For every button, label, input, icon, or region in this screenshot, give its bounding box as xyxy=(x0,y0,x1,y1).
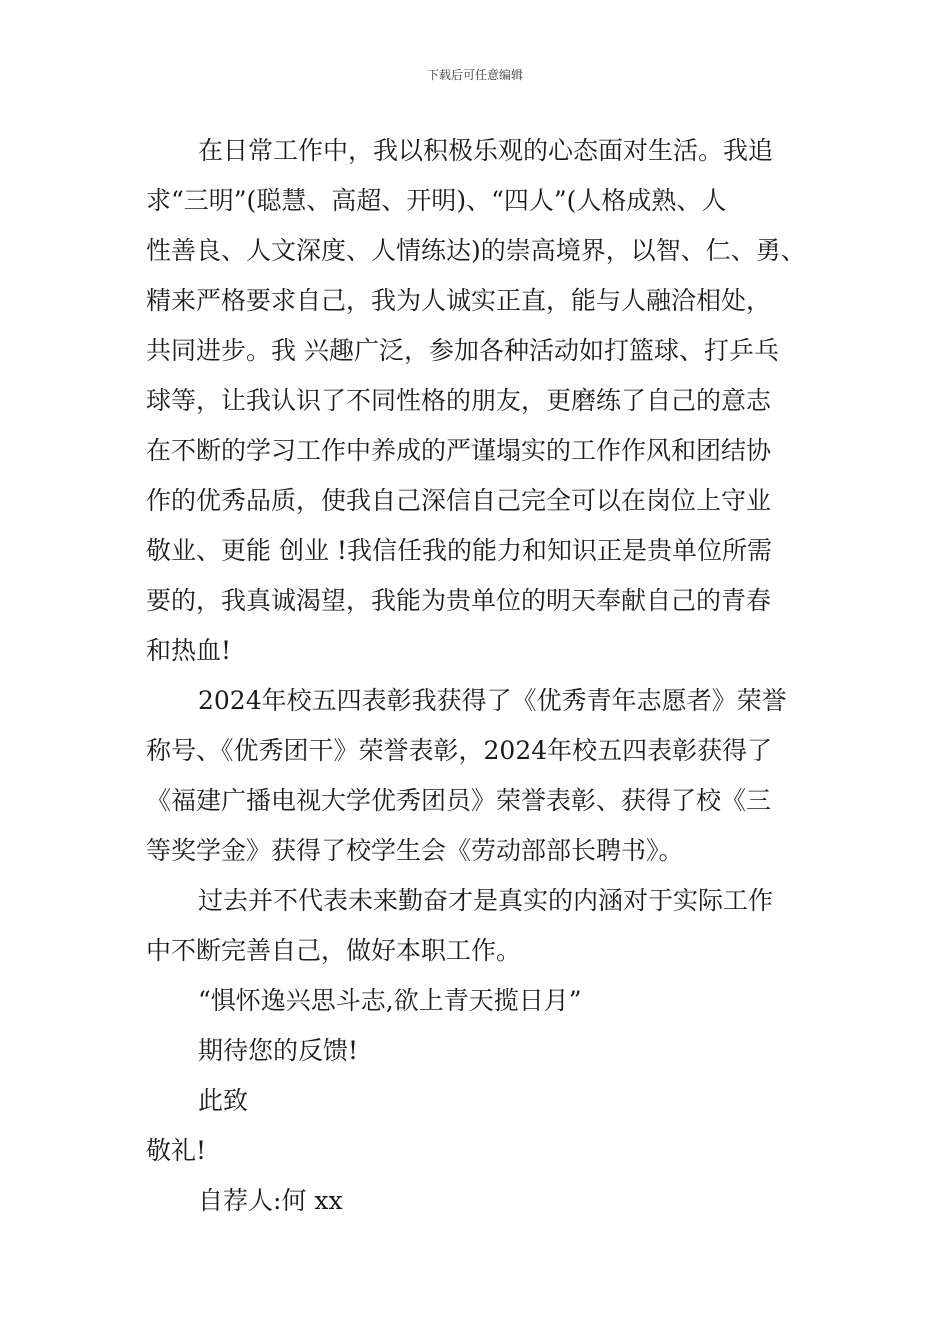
page-header: 下载后可任意编辑 xyxy=(426,68,523,82)
paragraph-3-line-1: 过去并不代表未来勤奋才是真实的内涵对于实际工作 xyxy=(198,886,774,915)
paragraph-1-line-4: 精来严格要求自己，我为人诚实正直，能与人融洽相处， xyxy=(146,286,772,315)
paragraph-2-line-3: 《福建广播电视大学优秀团员》荣誉表彰、获得了校《三 xyxy=(146,786,772,815)
quote-line: “惧怀逸兴思斗志,欲上青天揽日月” xyxy=(198,986,582,1015)
paragraph-1-line-1: 在日常工作中，我以积极乐观的心态面对生活。我追 xyxy=(198,136,774,165)
paragraph-1-line-5: 共同进步。我 兴趣广泛，参加各种活动如打篮球、打乒乓 xyxy=(146,336,779,365)
paragraph-2-line-2: 称号、《优秀团干》荣誉表彰，2024年校五四表彰获得了 xyxy=(146,736,773,765)
paragraph-1-line-9: 敬业、更能 创业 !我信任我的能力和知识正是贵单位所需 xyxy=(146,536,772,565)
salutation-line: 敬礼! xyxy=(146,1136,207,1165)
paragraph-1-line-2: 求“三明”(聪慧、高超、开明)、“四人”(人格成熟、人 xyxy=(146,186,727,215)
closing-line: 此致 xyxy=(198,1086,249,1115)
paragraph-1-line-11: 和热血! xyxy=(146,636,232,665)
feedback-line: 期待您的反馈! xyxy=(198,1036,359,1065)
paragraph-2-line-1: 2024年校五四表彰我获得了《优秀青年志愿者》荣誉 xyxy=(198,686,787,715)
paragraph-1-line-7: 在不断的学习工作中养成的严谨塌实的工作作风和团结协 xyxy=(146,436,772,465)
signature-line: 自荐人:何 xx xyxy=(198,1186,343,1215)
paragraph-3-line-2: 中不断完善自己，做好本职工作。 xyxy=(146,936,522,965)
paragraph-1-line-6: 球等，让我认识了不同性格的朋友，更磨练了自己的意志 xyxy=(146,386,772,415)
paragraph-2-line-4: 等奖学金》获得了校学生会《劳动部部长聘书》。 xyxy=(146,836,684,865)
paragraph-1-line-8: 作的优秀品质，使我自己深信自己完全可以在岗位上守业 xyxy=(146,486,772,515)
paragraph-1-line-3: 性善良、人文深度、人情练达)的崇高境界，以智、仁、勇、 xyxy=(146,236,806,265)
paragraph-1-line-10: 要的，我真诚渴望，我能为贵单位的明天奉献自己的青春 xyxy=(146,586,772,615)
